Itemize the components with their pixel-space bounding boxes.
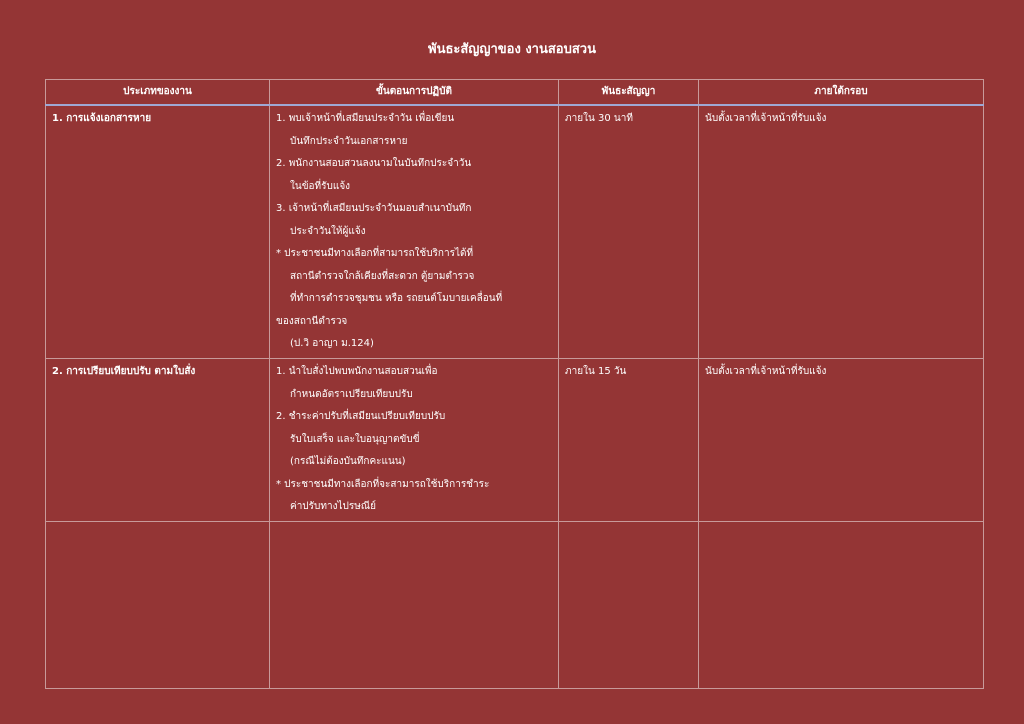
procedure-note: ของสถานีตำรวจ bbox=[276, 315, 348, 327]
procedure-step: 3. เจ้าหน้าที่เสมียนประจำวันมอบสำเนาบันทึก bbox=[276, 203, 472, 214]
procedure-step: (กรณีไม่ต้องบันทึกคะแนน) bbox=[290, 456, 406, 467]
procedure-step: ประจำวันให้ผู้แจ้ง bbox=[290, 225, 366, 237]
table-header-row bbox=[46, 80, 984, 106]
work-type-cell: 1. การแจ้งเอกสารหาย bbox=[46, 105, 270, 359]
service-charter-table bbox=[45, 79, 984, 689]
commitment-cell: ภายใน 30 นาที bbox=[559, 105, 699, 359]
table-row bbox=[46, 105, 984, 359]
procedure-step: 1. พบเจ้าหน้าที่เสมียนประจำวัน เพื่อเขียน bbox=[276, 113, 455, 124]
work-type-cell: 2. การเปรียบเทียบปรับ ตามใบสั่ง bbox=[46, 359, 270, 522]
procedure-step: บันทึกประจำวันเอกสารหาย bbox=[290, 135, 408, 147]
procedure-note: สถานีตำรวจใกล้เคียงที่สะดวก ตู้ยามตำรวจ bbox=[290, 270, 475, 282]
procedure-note: ค่าปรับทางไปรษณีย์ bbox=[290, 501, 376, 512]
empty-cell bbox=[699, 521, 984, 689]
procedure-step: 2. พนักงานสอบสวนลงนามในบันทึกประจำวัน bbox=[276, 158, 472, 169]
procedure-step: 2. ชำระค่าปรับที่เสมียนเปรียบเทียบปรับ bbox=[276, 411, 446, 422]
header-work-type: ประเภทของงาน bbox=[46, 80, 270, 106]
procedure-step: ในข้อที่รับแจ้ง bbox=[290, 180, 351, 192]
procedure-note: ที่ทำการตำรวจชุมชน หรือ รถยนต์โมบายเคลื่อนที่ bbox=[290, 293, 503, 304]
header-procedure: ขั้นตอนการปฏิบัติ bbox=[270, 80, 559, 106]
empty-cell bbox=[46, 521, 270, 689]
table-row bbox=[46, 359, 984, 522]
commitment-cell: ภายใน 15 วัน bbox=[559, 359, 699, 522]
procedure-note: * ประชาชนมีทางเลือกที่สามารถใช้บริการได้ที่ bbox=[276, 248, 474, 259]
procedure-step: กำหนดอัตราเปรียบเทียบปรับ bbox=[290, 388, 413, 400]
procedure-cell bbox=[270, 359, 559, 522]
procedure-reference: (ป.วิ อาญา ม.124) bbox=[290, 338, 374, 349]
framework-cell: นับตั้งเวลาที่เจ้าหน้าที่รับแจ้ง bbox=[699, 105, 984, 359]
header-framework: ภายใต้กรอบ bbox=[699, 80, 984, 106]
empty-cell bbox=[559, 521, 699, 689]
procedure-step: 1. นำใบสั่งไปพบพนักงานสอบสวนเพื่อ bbox=[276, 366, 438, 377]
procedure-step: รับใบเสร็จ และใบอนุญาตขับขี่ bbox=[290, 433, 420, 445]
procedure-cell bbox=[270, 105, 559, 359]
table-row-empty bbox=[46, 521, 984, 689]
empty-cell bbox=[270, 521, 559, 689]
procedure-note: * ประชาชนมีทางเลือกที่จะสามารถใช้บริการชำระ bbox=[276, 478, 490, 490]
framework-cell: นับตั้งเวลาที่เจ้าหน้าที่รับแจ้ง bbox=[699, 359, 984, 522]
page-title: พันธะสัญญาของ งานสอบสวน bbox=[428, 42, 596, 57]
header-commitment: พันธะสัญญา bbox=[559, 80, 699, 106]
